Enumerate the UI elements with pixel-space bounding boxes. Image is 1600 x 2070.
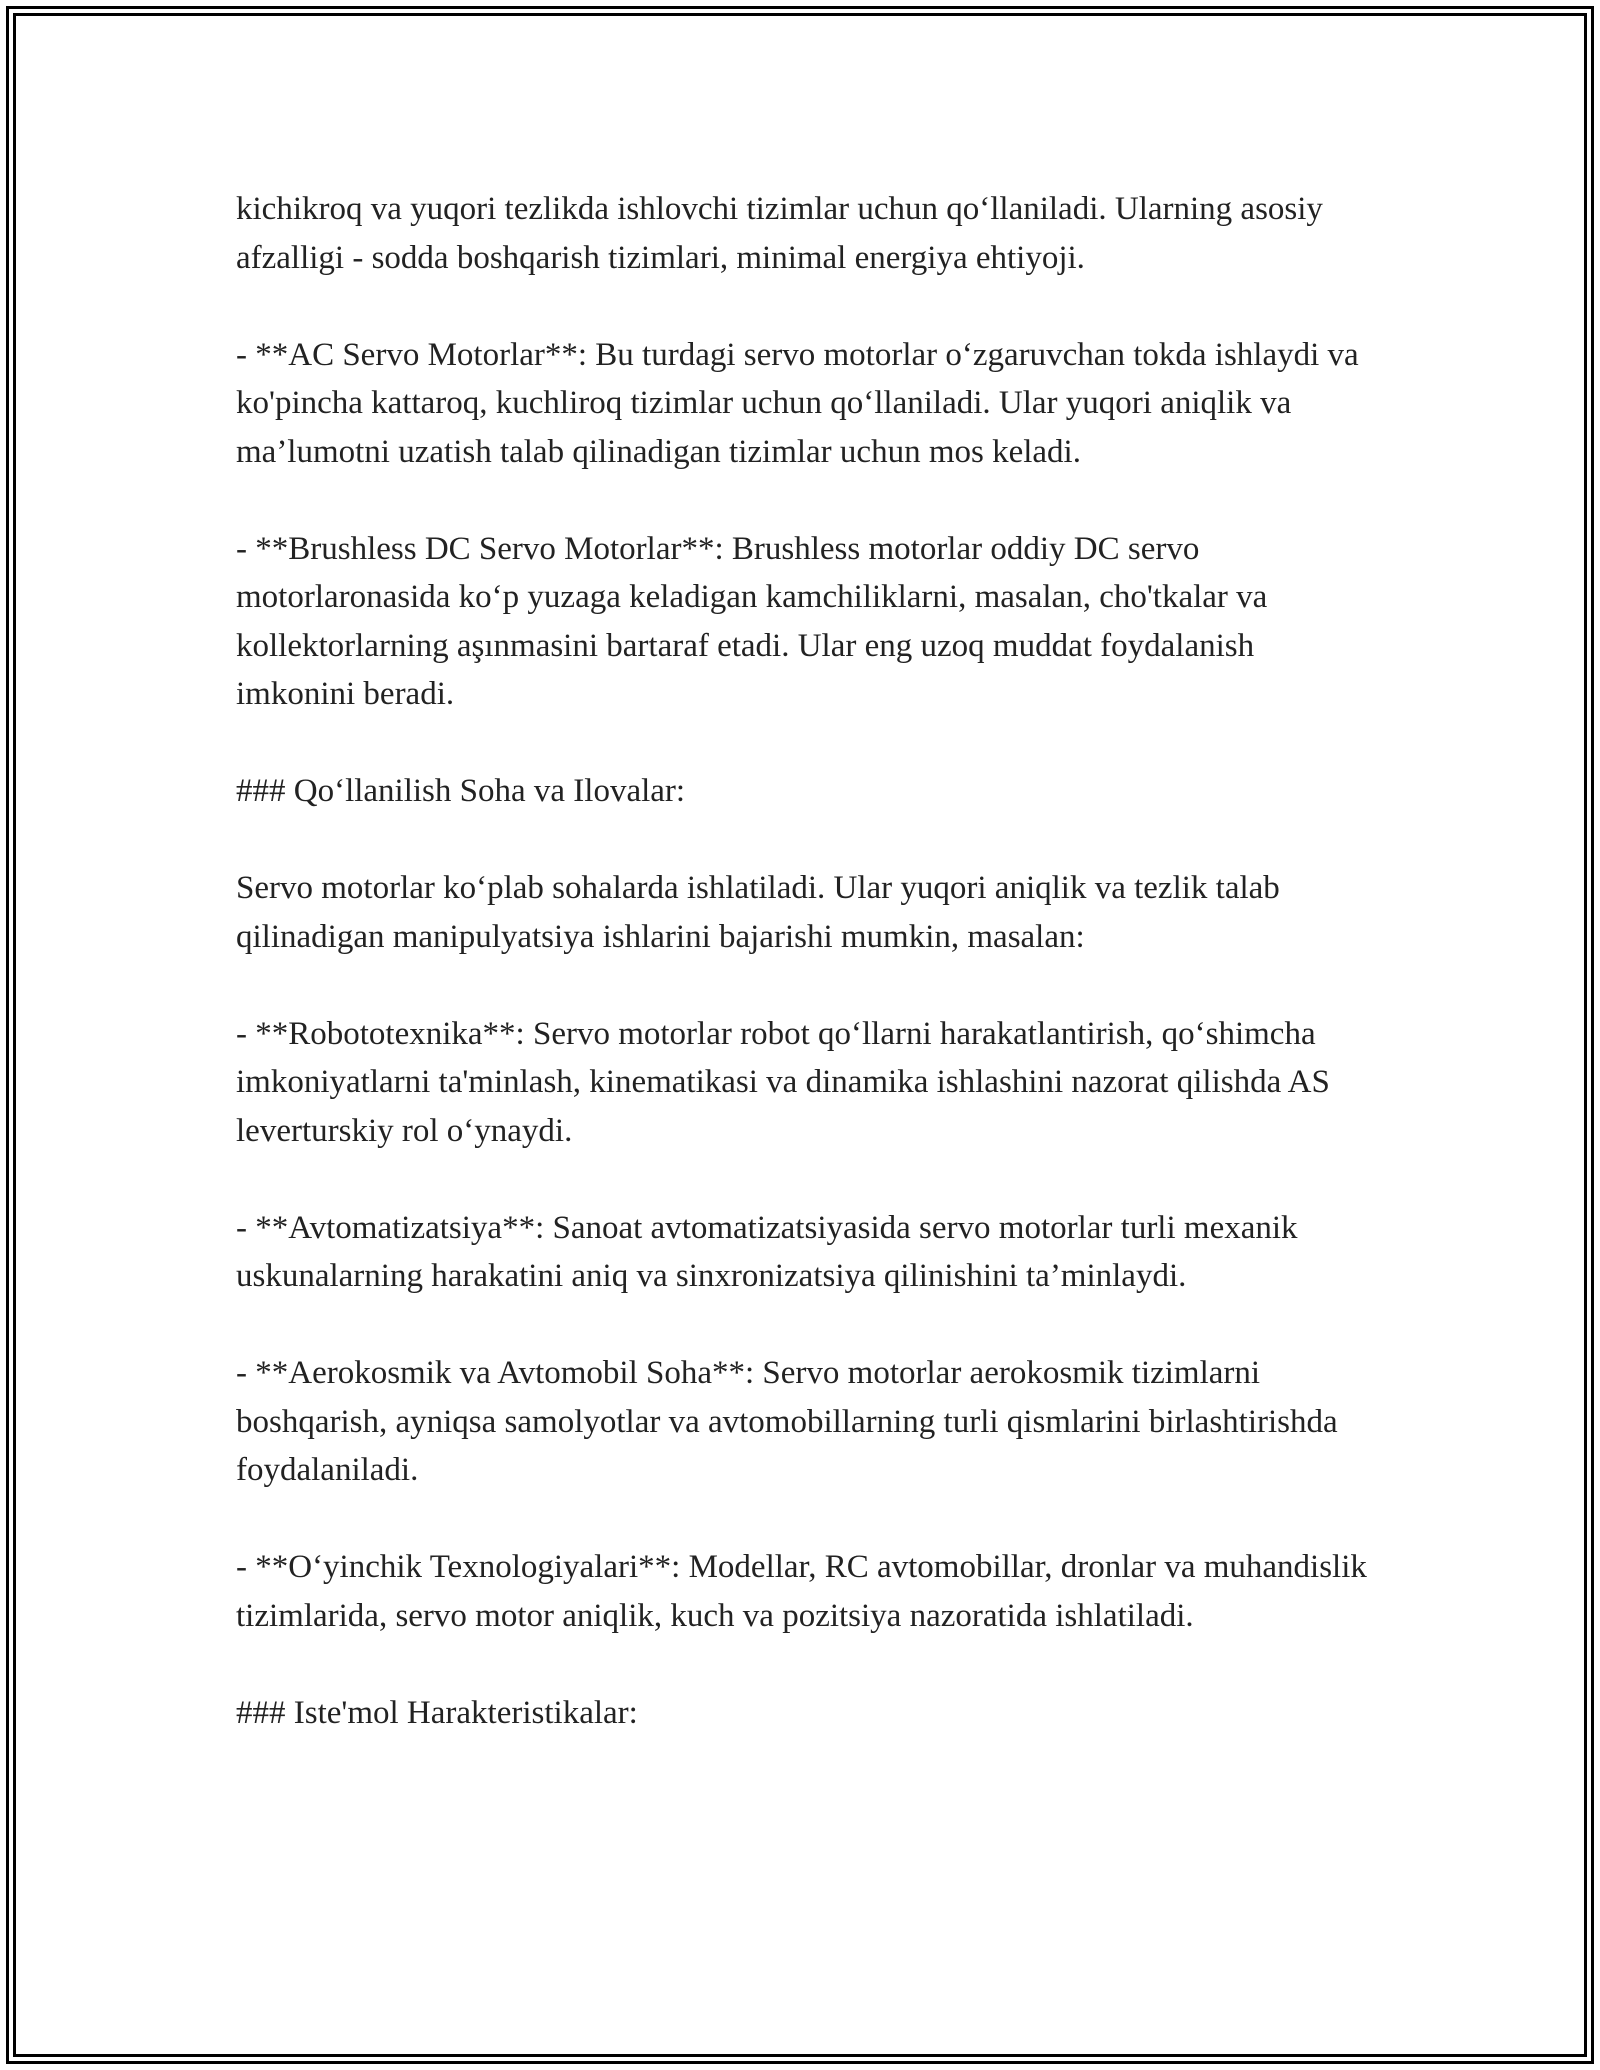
list-item-brushless-dc-servo: - **Brushless DC Servo Motorlar**: Brushless motorlar oddiy DC servo motorlaronasida ko‘p yuzaga keladigan kamchiliklarni, masalan, cho'tkalar va kollektorlarning aşınmasini bartaraf etadi. Ular eng uzoq muddat foydalanish imkonini beradi. bbox=[236, 530, 1268, 712]
list-item-ac-servo: - **AC Servo Motorlar**: Bu turdagi servo motorlar o‘zgaruvchan tokda ishlaydi va ko'pincha kattaroq, kuchliroq tizimlar uchun qo‘llaniladi. Ular yuqori aniqlik va ma’lumotni uzatish talab qilinadigan tizimlar uchun mos keladi. bbox=[236, 336, 1359, 470]
section-heading-applications: ### Qo‘llanilish Soha va Ilovalar: bbox=[236, 773, 686, 809]
paragraph-intro-continuation: kichikroq va yuqori tezlikda ishlovchi tizimlar uchun qo‘llaniladi. Ularning asosiy afzalligi - sodda boshqarish tizimlari, minimal energiya ehtiyoji. bbox=[236, 191, 1323, 276]
list-item-automation: - **Avtomatizatsiya**: Sanoat avtomatizatsiyasida servo motorlar turli mexanik uskunalarning harakatini aniq va sinxronizatsiya qilinishini ta’minlaydi. bbox=[236, 1209, 1298, 1294]
list-item-robotics: - **Robototexnika**: Servo motorlar robot qo‘llarni harakatlantirish, qo‘shimcha imkoniyatlarni ta'minlash, kinematikasi va dinamika ishlashini nazorat qilishda AS leverturskiy rol o‘ynaydi. bbox=[236, 1015, 1330, 1149]
paragraph-applications-intro: Servo motorlar ko‘plab sohalarda ishlatiladi. Ular yuqori aniqlik va tezlik talab qilinadigan manipulyatsiya ishlarini bajarishi mumkin, masalan: bbox=[236, 870, 1280, 955]
section-heading-consumer-characteristics: ### Iste'mol Harakteristikalar: bbox=[236, 1694, 638, 1731]
document-body bbox=[236, 185, 1376, 1786]
list-item-toy-technologies: - **O‘yinchik Texnologiyalari**: Modellar, RC avtomobillar, dronlar va muhandislik tizimlarida, servo motor aniqlik, kuch va pozitsiya nazoratida ishlatiladi. bbox=[236, 1549, 1367, 1634]
list-item-aerospace-automotive: - **Aerokosmik va Avtomobil Soha**: Servo motorlar aerokosmik tizimlarni boshqarish, ayniqsa samolyotlar va avtomobillarning turli qismlarini birlashtirishda foydalaniladi. bbox=[236, 1355, 1338, 1488]
